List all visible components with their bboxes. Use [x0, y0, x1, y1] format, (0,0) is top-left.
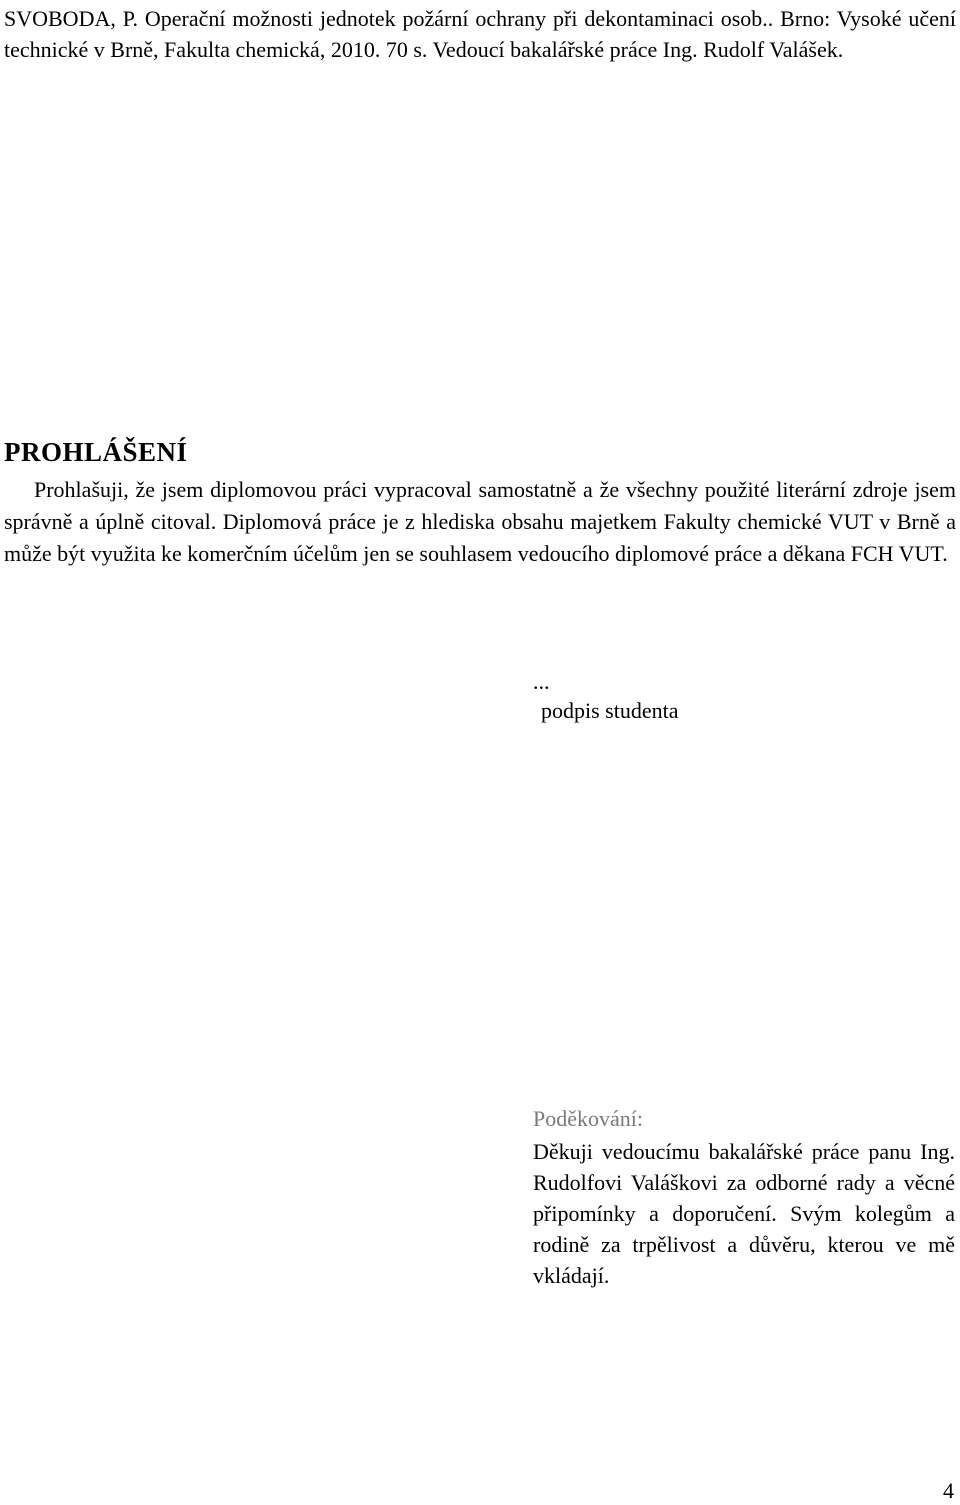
- declaration-text: Prohlašuji, že jsem diplomovou práci vypracoval samostatně a že všechny použité literární zdroje jsem správně a úplně citoval. Diplomová práce je z hlediska obsahu majetkem Fakulty chemické VUT v Brně a může být využita ke komerčním účelům jen se souhlasem vedoucího diplomové práce a děkana FCH VUT.: [4, 477, 956, 566]
- declaration-heading: PROHLÁŠENÍ: [4, 437, 188, 467]
- acknowledgement-heading: Poděkování:: [533, 1106, 643, 1131]
- acknowledgement-text: Děkuji vedoucímu bakalářské práce panu Ing. Rudolfovi Valáškovi za odborné rady a věcné připomínky a doporučení. Svým kolegům a rodině za trpělivost a důvěru, kterou ve mě vkládají.: [533, 1139, 955, 1288]
- signature-line: ...: [533, 669, 550, 694]
- bibliographic-citation: SVOBODA, P. Operační možnosti jednotek požární ochrany při dekontaminaci osob.. Brno: Vysoké učení technické v Brně, Fakulta chemická, 2010. 70 s. Vedoucí bakalářské práce Ing. Rudolf Valášek.: [4, 6, 956, 62]
- signature-label: podpis studenta: [541, 698, 679, 723]
- page-number: 4: [943, 1478, 954, 1503]
